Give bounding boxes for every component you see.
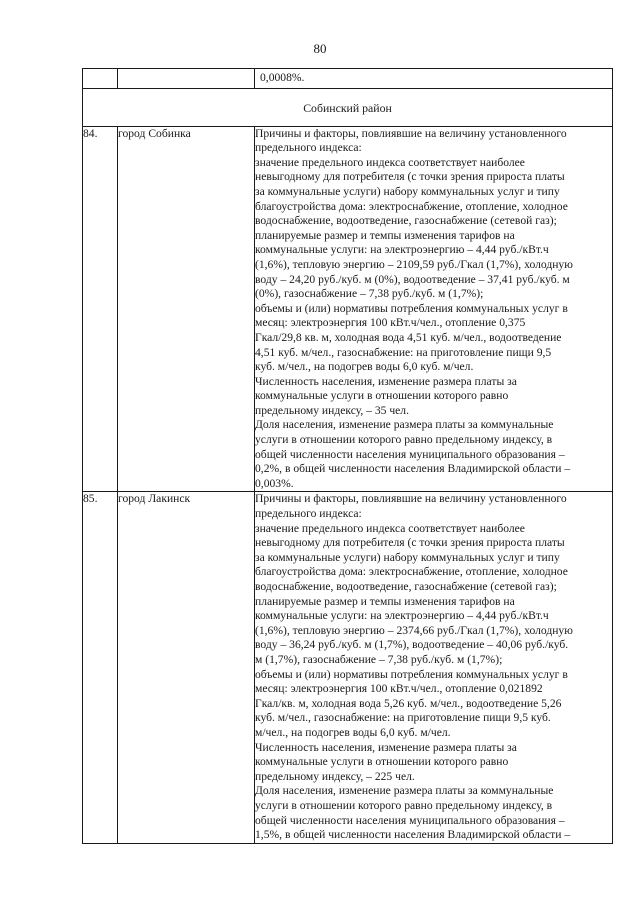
text-line: Гкал/29,8 кв. м, холодная вода 4,51 куб. м/чел., водоотведение [255,330,562,344]
row-description [255,492,613,843]
text-line: планируемые размер и темпы изменения тарифов на [255,594,515,608]
text-line: объемы и (или) нормативы потребления коммунальных услуг в [255,301,568,315]
text-line: месяц: электроэнергия 100 кВт.ч/чел., отопление 0,021892 [255,682,543,696]
text-line: Гкал/кв. м, холодная вода 5,26 куб. м/чел., водоотведение 5,26 [255,696,562,710]
indices-table [82,68,613,844]
text-line: объемы и (или) нормативы потребления коммунальных услуг в [255,667,568,681]
table-cell-name [118,69,255,89]
text-line: (1,6%), тепловую энергию – 2374,66 руб./Гкал (1,7%), холодную [255,623,573,637]
text-line: благоустройства дома: электроснабжение, отопление, холодное [255,199,568,213]
text-line: коммунальные услуги: на электроэнергию – 4,44 руб./кВт.ч [255,243,549,257]
text-line: за коммунальные услуги) набору коммунальных услуг и типу [255,184,560,198]
municipality-name: город Собинка [118,126,255,492]
text-line: водоснабжение, водоотведение, газоснабжение (сетевой газ); [255,580,557,593]
table-cell-number [83,69,118,89]
row-description [255,126,613,492]
text-line: 0,003%. [255,476,294,490]
text-line: Доля населения, изменение размера платы за коммунальные [255,784,554,798]
text-line: общей численности населения муниципального образования – [255,813,565,827]
text-line: воду – 24,20 руб./куб. м (0%), водоотведение – 37,41 руб./куб. м [255,272,570,286]
text-line: м/чел., на подогрев воды 6,0 куб. м/чел. [255,725,451,739]
text-line: благоустройства дома: электроснабжение, отопление, холодное [255,565,568,579]
table-row-continuation [83,69,613,89]
text-line: значение предельного индекса соответствует наиболее [255,155,525,169]
row-number: 85. [83,492,118,843]
table-cell-text: 0,0008%. [255,69,613,89]
municipality-name: город Лакинск [118,492,255,843]
text-line: (0%), газоснабжение – 7,38 руб./куб. м (1,7%); [255,287,484,301]
text-line: месяц: электроэнергия 100 кВт.ч/чел., отопление 0,375 [255,316,526,330]
text-line: значение предельного индекса соответствует наиболее [255,521,525,535]
text-line: Численность населения, изменение размера платы за [255,740,517,754]
text-line: Причины и факторы, повлиявшие на величину установленного [255,126,567,140]
text-line: предельному индексу, – 35 чел. [255,403,409,417]
table-row [83,492,613,843]
text-line: предельного индекса: [255,507,362,521]
page-number: 80 [313,41,327,56]
text-line: невыгодному для потребителя (с точки зрения прироста платы [255,536,565,550]
text-line: 4,51 куб. м/чел., газоснабжение: на приготовление пищи 9,5 [255,345,552,359]
text-line: невыгодному для потребителя (с точки зрения прироста платы [255,170,565,184]
table-row-district [83,89,613,127]
text-line: Доля населения, изменение размера платы за коммунальные [255,418,554,432]
text-line: куб. м/чел., на подогрев воды 6,0 куб. м/чел. [255,360,474,374]
text-line: Численность населения, изменение размера платы за [255,374,517,388]
text-line: коммунальные услуги в отношении которого равно [255,755,509,769]
text-line: Причины и факторы, повлиявшие на величину установленного [255,492,567,506]
text-line: водоснабжение, водоотведение, газоснабжение (сетевой газ); [255,214,557,228]
text-line: предельного индекса: [255,141,362,155]
text-line: 1,5%, в общей численности населения Владимирской области – [255,828,571,842]
text-line: услуги в отношении которого равно предельному индексу, в [255,798,553,812]
text-line: 0,2%, в общей численности населения Владимирской области – [255,462,571,476]
text-line: воду – 36,24 руб./куб. м (1,7%), водоотведение – 40,06 руб./куб. [255,638,569,652]
text-line: куб. м/чел., газоснабжение: на приготовление пищи 9,5 куб. [255,711,551,725]
district-heading: Собинский район [83,89,613,127]
text-line: услуги в отношении которого равно предельному индексу, в [255,433,553,447]
row-number: 84. [83,126,118,492]
text-line: общей численности населения муниципального образования – [255,447,565,461]
text-line: (1,6%), тепловую энергию – 2109,59 руб./Гкал (1,7%), холодную [255,257,573,271]
text-line: м (1,7%), газоснабжение – 7,38 руб./куб. м (1,7%); [255,652,503,666]
text-line: коммунальные услуги: на электроэнергию – 4,44 руб./кВт.ч [255,609,549,623]
table-row [83,126,613,492]
text-line: коммунальные услуги в отношении которого равно [255,389,509,403]
text-line: за коммунальные услуги) набору коммунальных услуг и типу [255,550,560,564]
text-line: планируемые размер и темпы изменения тарифов на [255,228,515,242]
text-line: предельному индексу, – 225 чел. [255,769,415,783]
